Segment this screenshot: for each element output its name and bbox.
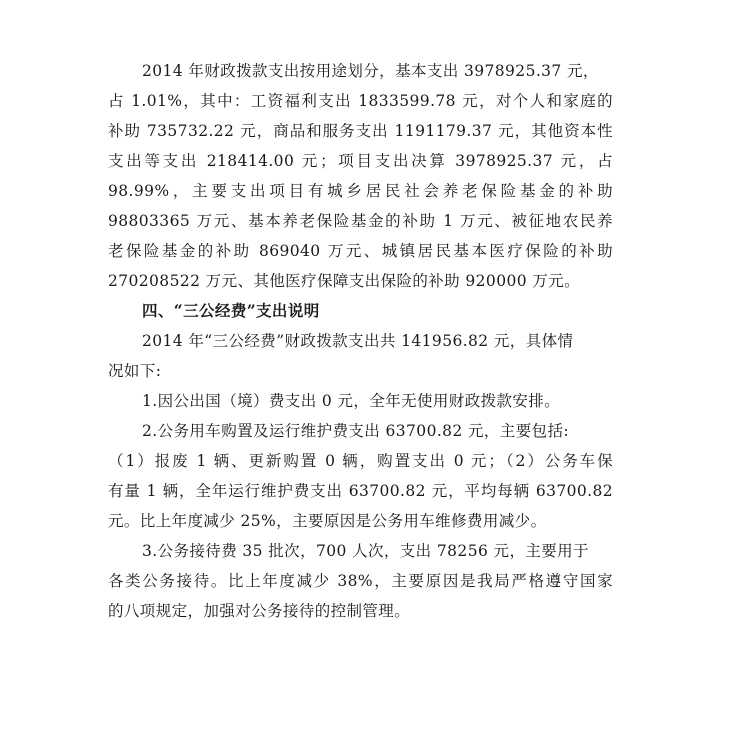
text-line: 各类公务接待。比上年度减少 38%，主要原因是我局严格遵守国家 [108,572,613,590]
text-line: 补助 735732.22 元，商品和服务支出 1191179.37 元，其他资本性 [108,122,613,140]
text-line: 况如下: [108,362,162,380]
text-line: 老保险基金的补助 869040 万元、城镇居民基本医疗保险的补助 [108,242,613,260]
text-line: 支出等支出 218414.00 元；项目支出决算 3978925.37 元，占 [108,152,613,170]
text-line: 2014 年财政拨款支出按用途划分，基本支出 3978925.37 元， [142,62,599,80]
text-line: 1.因公出国（境）费支出 0 元，全年无使用财政拨款安排。 [142,392,561,410]
text-line: 3.公务接待费 35 批次，700 人次，支出 78256 元，主要用于 [142,542,589,560]
text-line: 98803365 万元、基本养老保险基金的补助 1 万元、被征地农民养 [108,212,613,230]
paragraph-expenditure-breakdown [108,56,613,296]
text-line: 的八项规定，加强对公务接待的控制管理。 [108,602,411,620]
document-page [108,56,613,626]
text-line: 2014 年“三公经费”财政拨款支出共 141956.82 元，具体情 [142,332,574,350]
text-line: 有量 1 辆，全年运行维护费支出 63700.82 元，平均每辆 63700.82 [108,482,613,500]
item-official-reception [108,536,613,626]
text-line: 占 1.01%，其中：工资福利支出 1833599.78 元，对个人和家庭的 [108,92,613,110]
item-overseas-travel [108,386,613,416]
paragraph-three-public-expenses [108,326,613,386]
text-line: 元。比上年度减少 25%，主要原因是公务用车维修费用减少。 [108,512,547,530]
text-line: 270208522 万元、其他医疗保障支出保险的补助 920000 万元。 [108,272,581,290]
section-heading: 四、“三公经费”支出说明 [142,301,320,320]
text-line: （1）报废 1 辆、更新购置 0 辆，购置支出 0 元；（2）公务车保 [108,452,613,470]
text-line: 2.公务用车购置及运行维护费支出 63700.82 元，主要包括: [142,422,570,440]
item-official-vehicles [108,416,613,536]
text-line: 98.99%，主要支出项目有城乡居民社会养老保险基金的补助 [108,182,613,200]
